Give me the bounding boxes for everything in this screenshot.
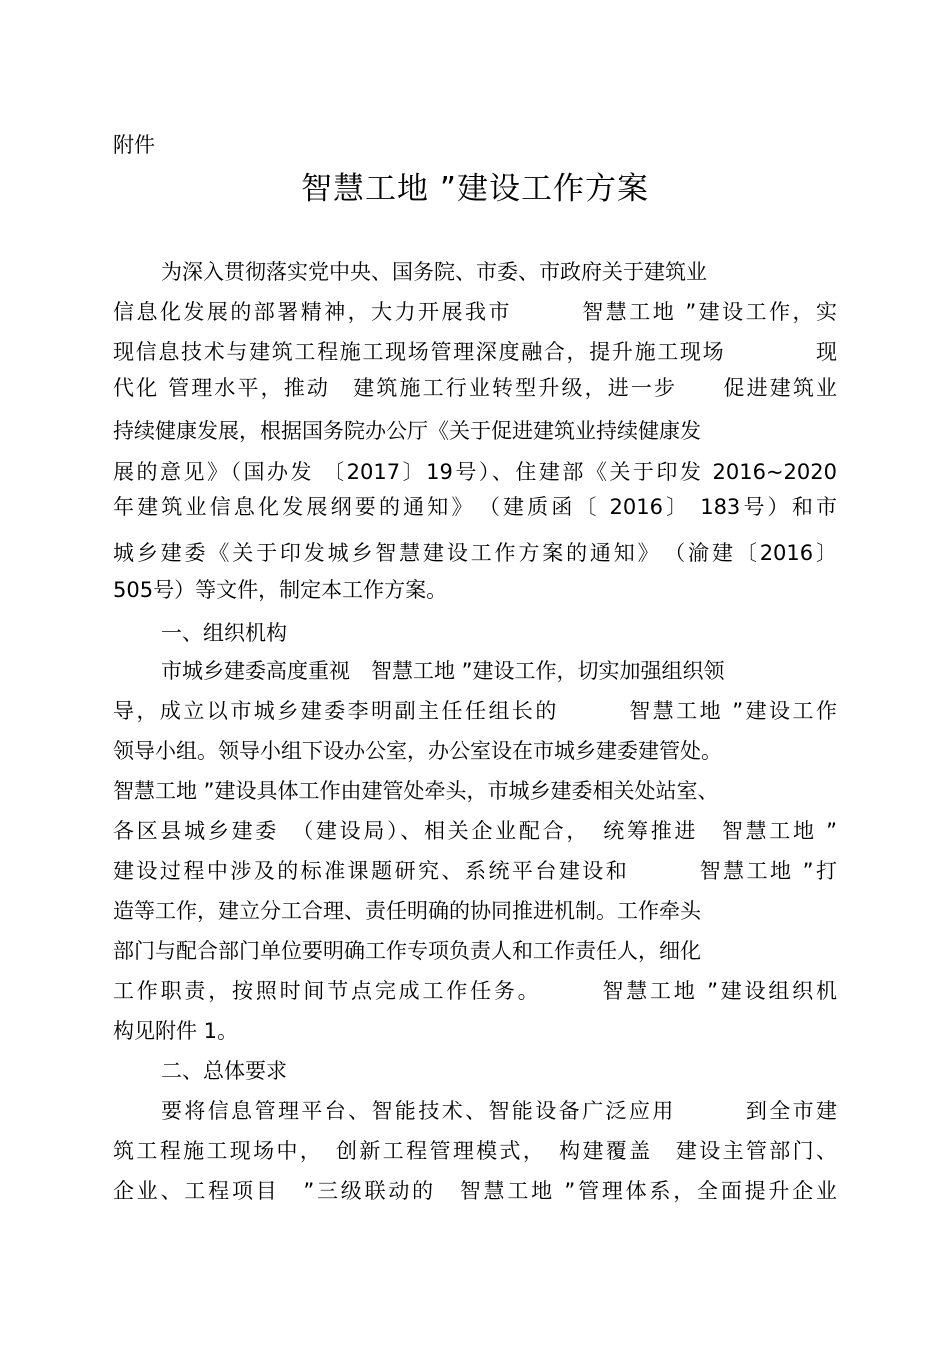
text-line: 部门与配合部门单位要明确工作专项负责人和工作责任人，细化 [113,939,701,963]
text-line: 现信息技术与建筑工程施工现场管理深度融合，提升施工现场 现 [113,340,837,364]
text-line: 企业、工程项目 ”三级联动的 智慧工地 ”管理体系，全面提升企业 [113,1179,837,1203]
text-line: 505号）等文件，制定本工作方案。 [113,578,448,602]
text-line: 导，成立以市城乡建委李明副主任任组长的 智慧工地 ”建设工作 [113,699,837,723]
text-line: 城乡建委《关于印发城乡智慧建设工作方案的通知》 （渝建〔2016〕 [113,541,837,565]
text-line: 建设过程中涉及的标准课题研究、系统平台建设和 智慧工地 ”打 [113,859,837,883]
text-line: 年建筑业信息化发展纲要的通知》 （建质函〔 2016〕 183号）和市 [113,495,837,519]
page-title: 智慧工地 ”建设工作方案 [301,171,649,207]
text-line: 信息化发展的部署精神，大力开展我市 智慧工地 ”建设工作，实 [113,300,837,324]
text-line: 筑工程施工现场中， 创新工程管理模式， 构建覆盖 建设主管部门、 [113,1139,837,1163]
text-line: 市城乡建委高度重视 智慧工地 ”建设工作，切实加强组织领 [161,659,725,683]
text-line: 代化 管理水平，推动 建筑施工行业转型升级，进一步 促进建筑业 [113,376,837,400]
text-line: 智慧工地 ”建设具体工作由建管处牵头，市城乡建委相关处站室、 [113,779,719,803]
text-line: 为深入贯彻落实党中央、国务院、市委、市政府关于建筑业 [161,260,707,284]
text-line: 展的意见》（国办发 〔2017〕19号）、住建部《关于印发 2016~2020 [113,460,837,484]
attachment-label: 附件 [113,133,155,157]
section-heading: 二、总体要求 [161,1059,287,1083]
text-line: 持续健康发展，根据国务院办公厅《关于促进建筑业持续健康发 [113,419,701,443]
section-heading: 一、组织机构 [161,621,287,645]
text-line: 各区县城乡建委 （建设局）、相关企业配合， 统筹推进 智慧工地 ” [113,819,837,843]
text-line: 要将信息管理平台、智能技术、智能设备广泛应用 到全市建 [161,1099,837,1123]
text-line: 工作职责，按照时间节点完成工作任务。 智慧工地 ”建设组织机 [113,979,837,1003]
text-line: 领导小组。领导小组下设办公室，办公室设在市城乡建委建管处。 [113,739,722,763]
text-line: 构见附件 1。 [113,1019,239,1043]
text-line: 造等工作，建立分工合理、责任明确的协同推进机制。工作牵头 [113,899,701,923]
